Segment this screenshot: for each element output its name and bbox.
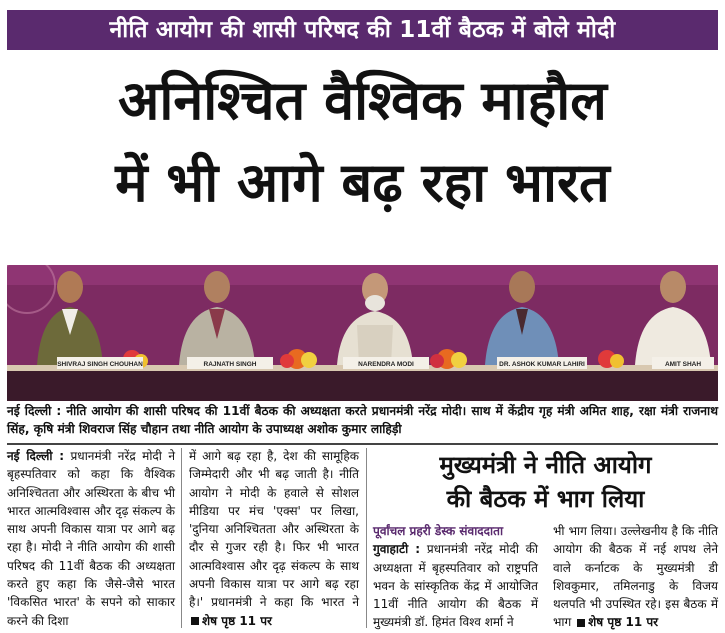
story2-column-2 [553,522,718,632]
story2-byline: पूर्वांचल प्रहरी डेस्क संवाददाता [373,524,504,538]
story1-continued[interactable]: शेष पृष्ठ 11 पर [189,614,272,628]
story2-column-1 [373,522,538,632]
nameplate-5: AMIT SHAH [664,361,702,368]
caption-text: नीति आयोग की शासी परिषद की 11वीं बैठक की अध्यक्षता करते प्रधानमंत्री नरेंद्र मोदी। साथ में केंद्रीय गृह मंत्री अमित शाह, रक्षा मंत्री राजनाथ सिंह, कृषि मंत्री शिवराज सिंह चौहान तथा नीति आयोग के उपाध्यक्ष अशोक कुमार लाहिड़ी [7,404,718,436]
headline-line-1: अनिश्चित वैश्विक माहौल [118,69,607,132]
main-headline [0,60,725,224]
divider [7,443,718,445]
story2-place: गुवाहाटी : [373,542,421,557]
column-divider [181,448,182,628]
story2-headline [373,448,718,516]
story1-col1-text: प्रधानमंत्री नरेंद्र मोदी ने बृहस्पतिवार को कहा कि वैश्विक अनिश्चितता और अस्थिरता के बीच भी भारत आत्मविश्वास और दृढ़ संकल्प के साथ अपनी विकास यात्रा पर आगे बढ़ रहा है। मोदी ने नीति आयोग की शासी परिषद की 11वीं बैठक की अध्यक्षता करते हुए कहा कि जैसे-जैसे भारत 'विकसित भारत' के सपने को साकार करने की दिशा [7,449,175,628]
story1-col2-text: में आगे बढ़ रहा है, देश की सामूहिक जिम्मेदारी और भी बढ़ जाती है। नीति आयोग ने मोदी के हवाले से सोशल मीडिया पर मंच 'एक्स' पर लिखा, 'दुनिया अनिश्चितता और अस्थिरता के दौर से गुजर रही है। फिर भी भारत आत्मविश्वास और दृढ़ संकल्प के साथ अपनी विकास यात्रा पर आगे बढ़ रहा है।' प्रधानमंत्री ने कहा कि भारत ने [189,449,359,610]
story2-headline-line-2: की बैठक में भाग लिया [446,485,645,513]
nameplate-1: SHIVRAJ SINGH CHOUHAN [57,361,143,368]
square-bullet-icon [191,617,199,625]
story2-headline-line-1: मुख्यमंत्री ने नीति आयोग [439,451,652,479]
photo-caption [7,402,718,442]
column-divider [366,448,367,628]
story2-col1-text: प्रधानमंत्री नरेंद्र मोदी की अध्यक्षता में बृहस्पतिवार को राष्ट्रपति भवन के सांस्कृतिक केंद्र में आयोजित 11वीं नीति आयोग की बैठक में मुख्यमंत्री डॉ. हिमंत विश्व शर्मा ने [373,542,538,630]
nameplate-4: DR. ASHOK KUMAR LAHIRI [499,361,585,368]
kicker-banner: नीति आयोग की शासी परिषद की 11वीं बैठक में बोले मोदी [7,10,718,50]
story2-continued[interactable]: शेष पृष्ठ 11 पर [575,615,658,629]
story1-column-2 [189,447,359,630]
square-bullet-icon [577,619,585,627]
story2-col2-text: भी भाग लिया। उल्लेखनीय है कि नीति आयोग की बैठक में नई शपथ लेने वाले कर्नाटक के मुख्यमंत्री डी शिवकुमार, तमिलनाडु के विजय थलपति भी उपस्थित रहे। इस बैठक में भाग [553,524,718,630]
nameplate-2: RAJNATH SINGH [203,361,257,368]
caption-place: नई दिल्ली : [7,404,62,418]
story1-place: नई दिल्ली : [7,449,65,463]
story1-column-1 [7,447,175,630]
headline-line-2: में भी आगे बढ़ रहा भारत [115,151,610,214]
meeting-photo-illustration [7,265,718,401]
news-photo [7,265,718,401]
nameplate-3: NARENDRA MODI [358,361,414,368]
